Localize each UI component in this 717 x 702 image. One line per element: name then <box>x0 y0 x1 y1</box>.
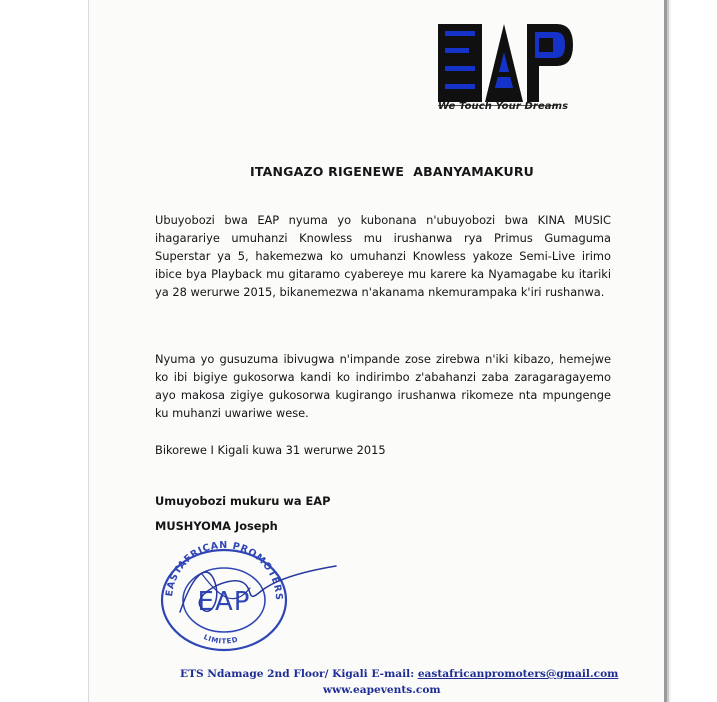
body-paragraph-2: Nyuma yo gusuzuma ibivugwa n'impande zose zirebwa n'iki kibazo, hemejwe ko ibi bigiye gukosorwa kandi ko indirimbo z'abahanzi zaba zaragaragayemo ayo makosa zigiye gukosorwa kugirango irushanwa rikomeze nta mpungenge ku muhanzi uwariwe wese. <box>155 352 611 421</box>
footer-address <box>180 668 618 680</box>
stamp-bottom-text: LIMITED <box>202 633 240 646</box>
company-stamp <box>150 528 350 658</box>
signatory-name: MUSHYOMA Joseph <box>155 519 278 533</box>
footer-website-link[interactable]: www.eapevents.com <box>323 684 441 696</box>
page-edge-shadow <box>664 0 667 702</box>
footer-email-link[interactable]: eastafricanpromoters@gmail.com <box>417 668 619 680</box>
date-line: Bikorewe I Kigali kuwa 31 werurwe 2015 <box>155 443 386 457</box>
stamp-ring-text: EASTAFRICAN PROMOTERS <box>164 539 285 602</box>
page-title: ITANGAZO RIGENEWE ABANYAMAKURU <box>250 164 534 179</box>
footer-address-text: ETS Ndamage 2nd Floor/ Kigali <box>180 668 368 680</box>
footer-email-label: E-mail: <box>371 668 415 680</box>
stamp-center-text: EAP <box>197 587 251 617</box>
logo-tagline: We Touch Your Dreams <box>438 101 569 112</box>
body-paragraph-1: Ubuyobozi bwa EAP nyuma yo kubonana n'ubuyobozi bwa KINA MUSIC ihagarariye umuhanzi Knowless mu irushanwa rya Primus Gumaguma Superstar ya 5, hakemezwa ko umuhanzi Knowless yakoze Semi-Live irimo ibice bya Playback mu gitaramo cyabereye mu karere ka Nyamagabe ku itariki ya 28 werurwe 2015, bikanemezwa n'akanama nkemurampaka k'iri rushanwa. <box>155 213 611 300</box>
signatory-title: Umuyobozi mukuru wa EAP <box>155 494 331 508</box>
